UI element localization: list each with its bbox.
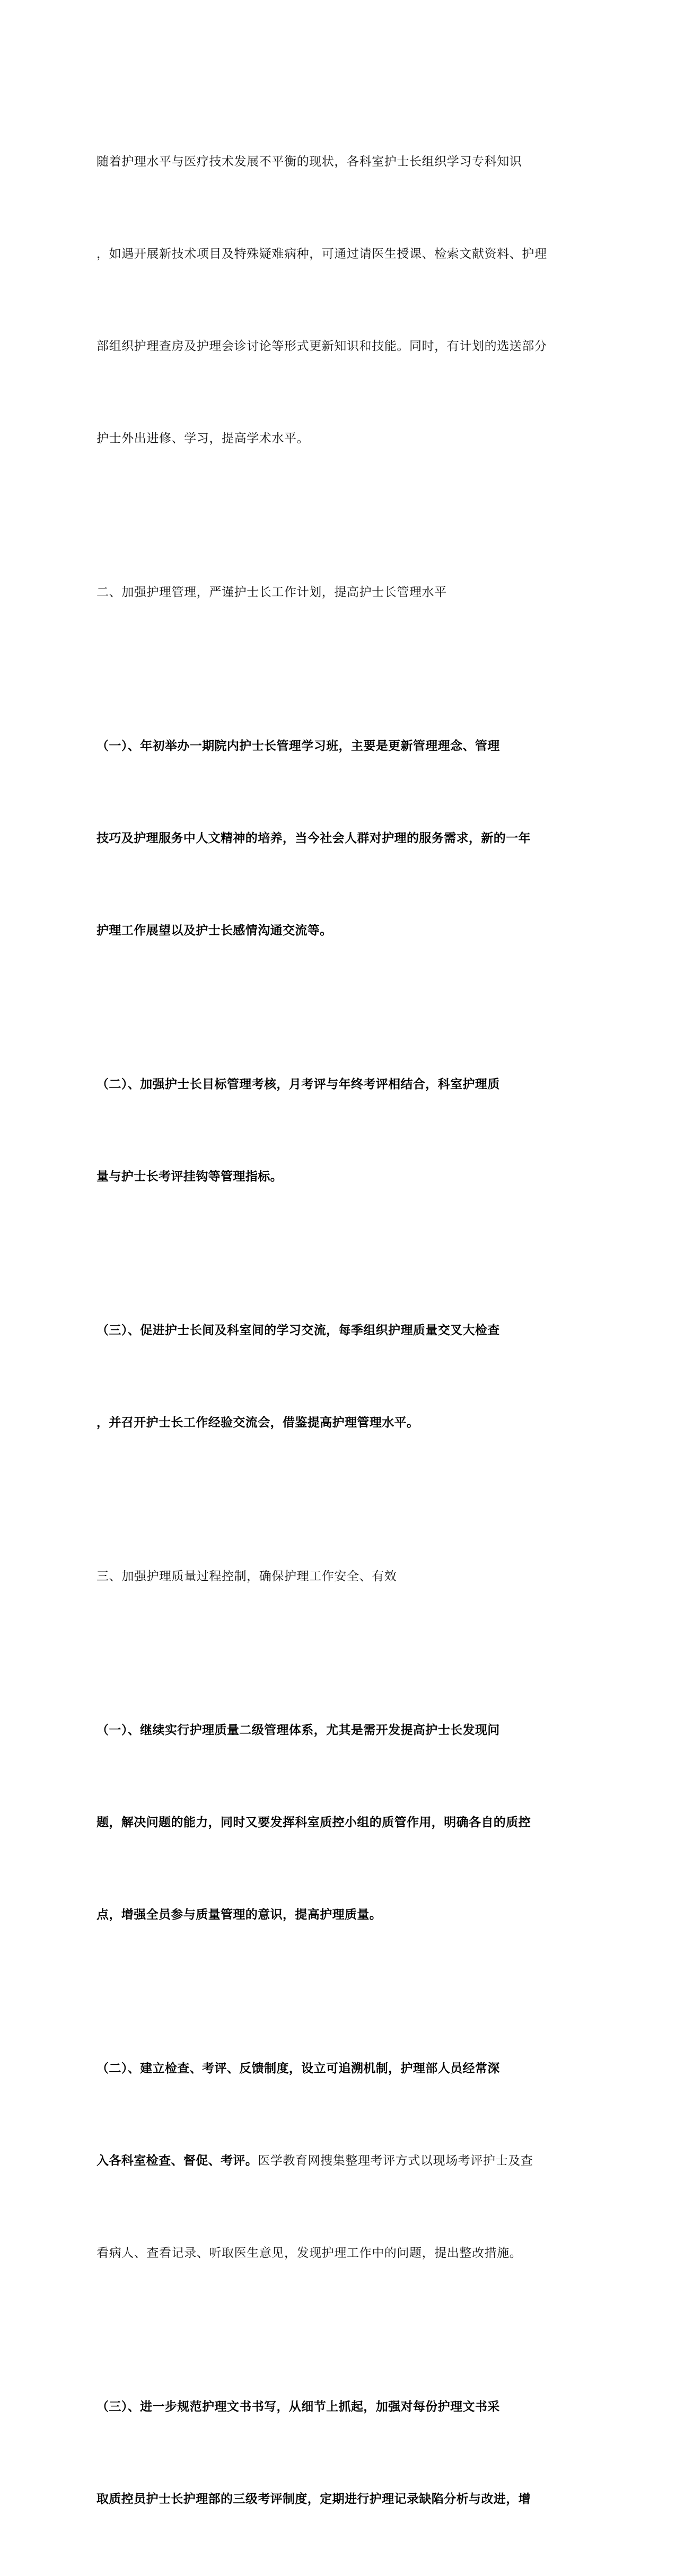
section-heading-quality-control bbox=[96, 1500, 556, 1653]
text-line: 随着护理水平与医疗技术发展不平衡的现状，各科室护士长组织学习专科知识 bbox=[96, 155, 522, 169]
section-heading-nursing-management bbox=[96, 515, 556, 669]
paragraph-head-nurse-training bbox=[96, 669, 556, 1007]
heading-line: 三、加强护理质量过程控制，确保护理工作安全、有效 bbox=[96, 1570, 397, 1583]
text-line: 量与护士长考评挂钩等管理指标。 bbox=[96, 1170, 283, 1184]
text-line: （一）、继续实行护理质量二级管理体系，尤其是需开发提高护士长发现问 bbox=[96, 1723, 500, 1737]
text-line: （三）、促进护士长间及科室间的学习交流，每季组织护理质量交叉大检查 bbox=[96, 1324, 500, 1337]
text-line-mixed bbox=[96, 2145, 556, 2176]
text-line: 护士外出进修、学习，提高学术水平。 bbox=[96, 432, 310, 445]
text-line: （一）、年初举办一期院内护士长管理学习班，主要是更新管理理念、管理 bbox=[96, 739, 500, 753]
paragraph-nursing-documents bbox=[96, 2330, 556, 2576]
text-line: 看病人、查看记录、听取医生意见，发现护理工作中的问题，提出整改措施。 bbox=[96, 2246, 522, 2260]
text-line: （三）、进一步规范护理文书书写，从细节上抓起，加强对每份护理文书采 bbox=[96, 2400, 500, 2414]
text-line: 题，解决问题的能力，同时又要发挥科室质控小组的质管作用，明确各自的质控 bbox=[96, 1816, 531, 1829]
paragraph-exchange-learning bbox=[96, 1254, 556, 1500]
text-line: 取质控员护士长护理部的三级考评制度，定期进行护理记录缺陷分析与改进，增 bbox=[96, 2492, 531, 2506]
text-line: 部组织护理查房及护理会诊讨论等形式更新知识和技能。同时，有计划的选送部分 bbox=[96, 339, 547, 353]
text-bold-segment: 入各科室检查、督促、考评。 bbox=[96, 2154, 258, 2168]
text-line: ，并召开护士长工作经验交流会，借鉴提高护理管理水平。 bbox=[96, 1416, 419, 1430]
paragraph-continuing-education bbox=[96, 85, 556, 515]
text-line: ，如遇开展新技术项目及特殊疑难病种，可通过请医生授课、检索文献资料、护理 bbox=[96, 247, 547, 261]
text-regular-segment: 医学教育网搜集整理考评方式以现场考评护士及查 bbox=[258, 2154, 533, 2168]
text-line: （二）、加强护士长目标管理考核，月考评与年终考评相结合，科室护理质 bbox=[96, 1077, 500, 1091]
text-line: 点，增强全员参与质量管理的意识，提高护理质量。 bbox=[96, 1908, 382, 1922]
text-line: 护理工作展望以及护士长感情沟通交流等。 bbox=[96, 924, 332, 937]
paragraph-two-level-management bbox=[96, 1653, 556, 1992]
paragraph-inspection-feedback bbox=[96, 1992, 556, 2330]
heading-line: 二、加强护理管理，严谨护士长工作计划，提高护士长管理水平 bbox=[96, 585, 447, 599]
text-line: 技巧及护理服务中人文精神的培养，当今社会人群对护理的服务需求，新的一年 bbox=[96, 831, 531, 845]
text-line: （二）、建立检查、考评、反馈制度，设立可追溯机制，护理部人员经常深 bbox=[96, 2062, 500, 2075]
paragraph-target-assessment bbox=[96, 1007, 556, 1254]
document-body bbox=[96, 85, 556, 2576]
